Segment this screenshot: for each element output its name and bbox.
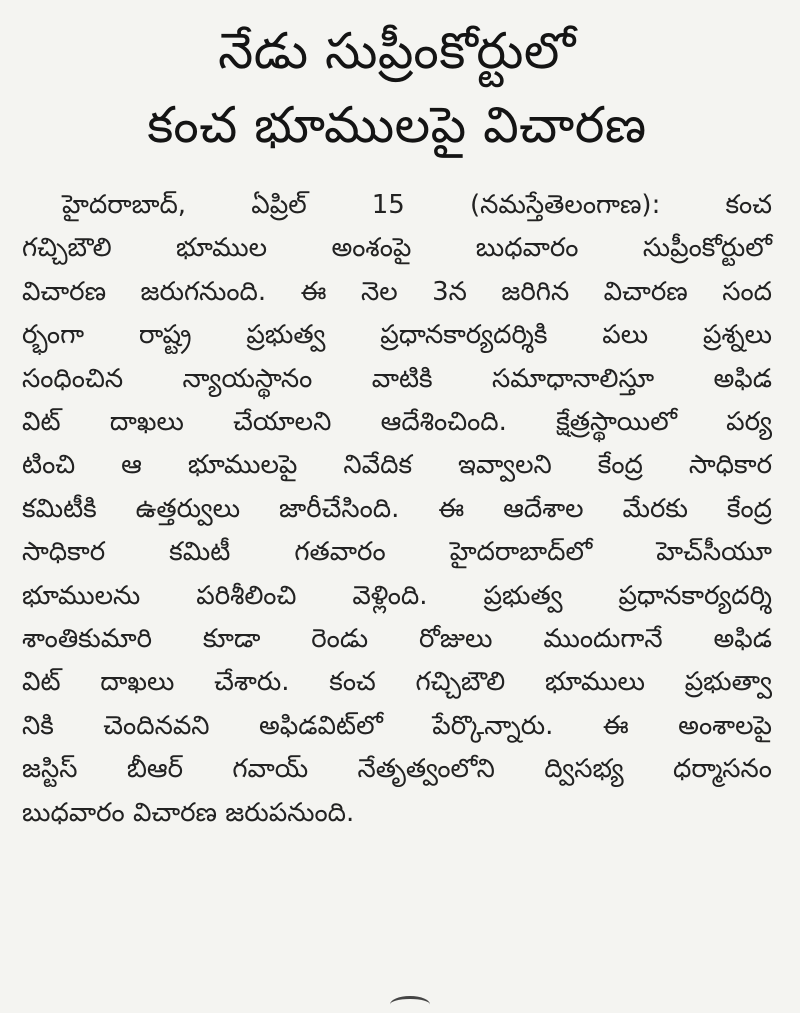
body-line: శాంతికుమారి కూడా రెండు రోజులు ముందుగానే అఫిడ [22, 624, 772, 655]
body-line: బుధవారం విచారణ జరుపనుంది. [22, 797, 355, 828]
body-line: గచ్చిబౌలి భూముల అంశంపై బుధవారం సుప్రీంకోర్టులో [22, 233, 772, 264]
body-line: జస్టిస్ బీఆర్ గవాయ్ నేతృత్వంలోని ద్విసభ్య ధర్మాసనం [22, 754, 772, 785]
article-body [22, 184, 772, 835]
headline [22, 14, 772, 162]
body-line: కమిటీకి ఉత్తర్వులు జారీచేసింది. ఈ ఆదేశాల మేరకు కేంద్ర [22, 493, 772, 524]
body-line: హైదరాబాద్, ఏప్రిల్ 15 (నమస్తేతెలంగాణ): కంచ [62, 190, 772, 220]
body-line: విట్ దాఖలు చేయాలని ఆదేశించింది. క్షేత్రస్థాయిలో పర్య [22, 407, 772, 438]
body-line: ర్భంగా రాష్ట్ర ప్రభుత్వ ప్రధానకార్యదర్శికి పలు ప్రశ్నలు [22, 320, 772, 351]
body-line: విట్ దాఖలు చేశారు. కంచ గచ్చిబౌలి భూములు ప్రభుత్వా [22, 667, 772, 698]
body-line: సాధికార కమిటీ గతవారం హైదరాబాద్‌లో హెచ్‌సీయూ [22, 537, 772, 568]
headline-line-1: నేడు సుప్రీంకోర్టులో [218, 22, 576, 80]
headline-line-2: కంచ భూములపై విచారణ [147, 96, 647, 154]
body-line: నికి చెందినవని అఫిడవిట్‌లో పేర్కొన్నారు. ఈ అంశాలపై [22, 710, 772, 741]
clipped-next-article-fragment [390, 996, 430, 1013]
body-line: విచారణ జరుగనుంది. ఈ నెల 3న జరిగిన విచారణ సంద [22, 276, 772, 307]
body-line: టించి ఆ భూములపై నివేదిక ఇవ్వాలని కేంద్ర సాధికార [22, 450, 772, 481]
body-line: భూములను పరిశీలించి వెళ్లింది. ప్రభుత్వ ప్రధానకార్యదర్శి [22, 580, 772, 611]
body-line: సంధించిన న్యాయస్థానం వాటికి సమాధానాలిస్తూ అఫిడ [22, 363, 772, 394]
